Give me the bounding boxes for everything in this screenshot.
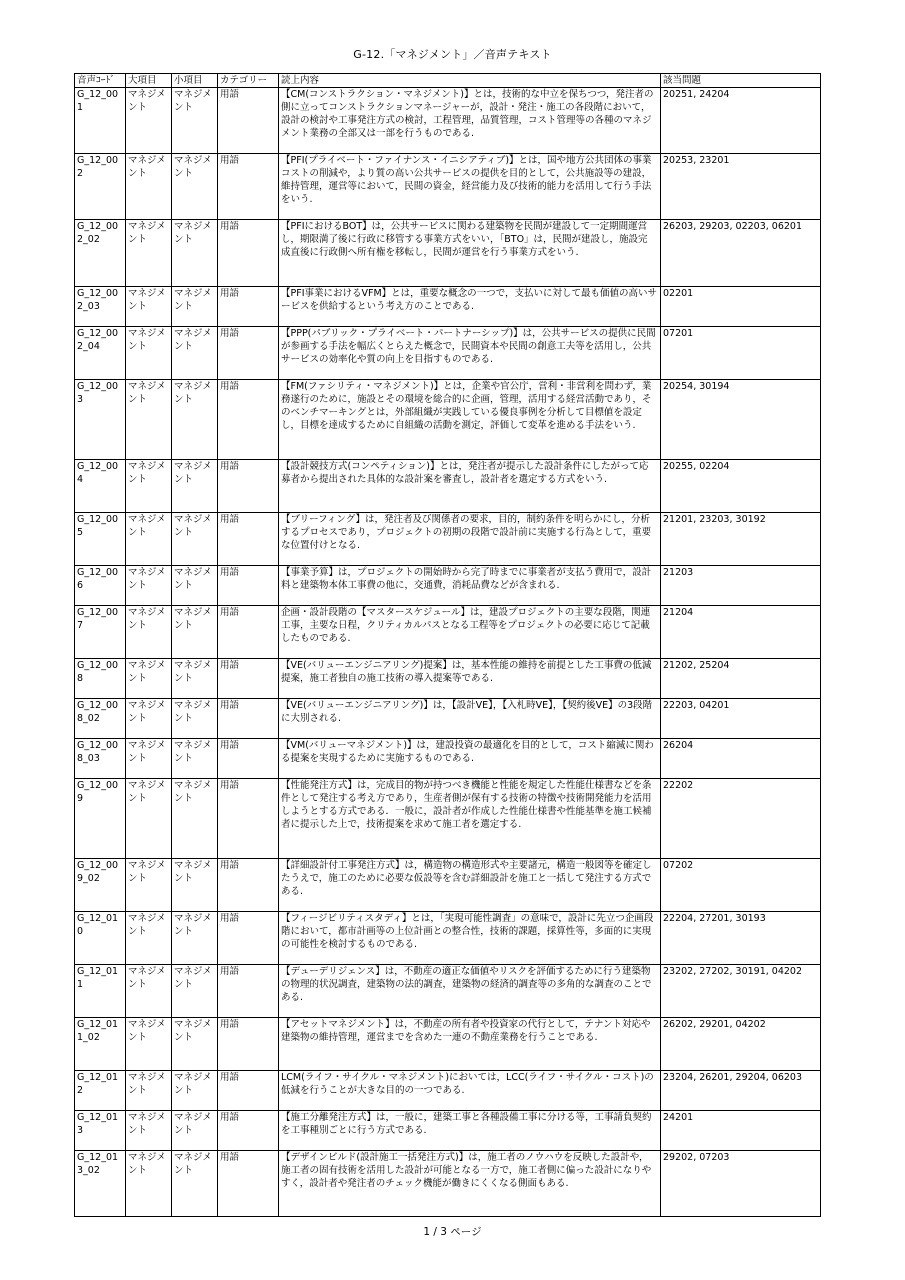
cell-code: G_12_010 bbox=[75, 912, 126, 965]
cell-minor-item: マネジメント bbox=[172, 220, 218, 287]
cell-code: G_12_001 bbox=[75, 88, 126, 154]
cell-reading-content: 【事業予算】は，プロジェクトの開始時から完了時までに事業者が支払う費用で，設計料と建築物本体工事費の他に，交通費，消耗品費などが含まれる. bbox=[279, 566, 661, 606]
table-row bbox=[75, 1111, 821, 1151]
cell-reading-content: 【デザインビルド(設計施工一括発注方式)】は，施工者のノウハウを反映した設計や，施工者の固有技術を活用した設計が可能となる一方で，施工者側に偏った設計になりやすく，設計者や発注者のチェック機能が働きにくくなる側面もある. bbox=[279, 1151, 661, 1217]
cell-major-item: マネジメント bbox=[126, 154, 172, 220]
voice-text-table bbox=[74, 73, 821, 1217]
cell-minor-item: マネジメント bbox=[172, 513, 218, 566]
cell-related-problems: 20251, 24204 bbox=[661, 88, 821, 154]
cell-reading-content: 企画・設計段階の【マスタースケジュール】は，建設プロジェクトの主要な段階，関連工事，主要な日程，クリティカルパスとなる工程等をプロジェクトの必要に応じて記載したものである. bbox=[279, 606, 661, 659]
cell-minor-item: マネジメント bbox=[172, 606, 218, 659]
cell-major-item: マネジメント bbox=[126, 220, 172, 287]
table-row bbox=[75, 460, 821, 513]
cell-reading-content: 【ブリーフィング】は，発注者及び関係者の要求，目的，制約条件を明らかにし，分析するプロセスであり，プロジェクトの初期の段階で設計前に実施する行為として，重要な位置付けとなる. bbox=[279, 513, 661, 566]
cell-related-problems: 07201 bbox=[661, 327, 821, 380]
cell-related-problems: 20254, 30194 bbox=[661, 380, 821, 460]
cell-related-problems: 21204 bbox=[661, 606, 821, 659]
table-row bbox=[75, 287, 821, 327]
cell-reading-content: LCM(ライフ・サイクル・マネジメント)においては，LCC(ライフ・サイクル・コスト)の低減を行うことが大きな目的の一つである. bbox=[279, 1071, 661, 1111]
cell-code: G_12_002_02 bbox=[75, 220, 126, 287]
cell-major-item: マネジメント bbox=[126, 1111, 172, 1151]
cell-related-problems: 07202 bbox=[661, 859, 821, 912]
table-row bbox=[75, 739, 821, 779]
cell-major-item: マネジメント bbox=[126, 287, 172, 327]
cell-minor-item: マネジメント bbox=[172, 1111, 218, 1151]
cell-code: G_12_002_03 bbox=[75, 287, 126, 327]
page-title: G-12.「マネジメント」／音声テキスト bbox=[353, 48, 552, 61]
cell-related-problems: 20255, 02204 bbox=[661, 460, 821, 513]
table-row bbox=[75, 965, 821, 1018]
cell-major-item: マネジメント bbox=[126, 1018, 172, 1071]
cell-reading-content: 【CM(コンストラクション・マネジメント)】とは，技術的な中立を保ちつつ，発注者の側に立ってコンストラクションマネージャーが，設計・発注・施工の各段階において，設計の検討や工事発注方式の検討，工程管理，品質管理，コスト管理等の各種のマネジメント業務の全部又は一部を行うものである. bbox=[279, 88, 661, 154]
cell-category: 用語 bbox=[218, 1151, 279, 1217]
cell-minor-item: マネジメント bbox=[172, 154, 218, 220]
cell-related-problems: 02201 bbox=[661, 287, 821, 327]
cell-major-item: マネジメント bbox=[126, 327, 172, 380]
cell-category: 用語 bbox=[218, 1071, 279, 1111]
cell-major-item: マネジメント bbox=[126, 912, 172, 965]
cell-minor-item: マネジメント bbox=[172, 965, 218, 1018]
cell-related-problems: 23204, 26201, 29204, 06203 bbox=[661, 1071, 821, 1111]
cell-major-item: マネジメント bbox=[126, 606, 172, 659]
cell-reading-content: 【VM(バリューマネジメント)】は，建設投資の最適化を目的として，コスト縮減に関わる提案を実現するために実施するものである. bbox=[279, 739, 661, 779]
cell-major-item: マネジメント bbox=[126, 513, 172, 566]
header-related-problems: 該当問題 bbox=[661, 74, 821, 88]
cell-related-problems: 26203, 29203, 02203, 06201 bbox=[661, 220, 821, 287]
cell-category: 用語 bbox=[218, 220, 279, 287]
table-row bbox=[75, 1071, 821, 1111]
cell-code: G_12_009_02 bbox=[75, 859, 126, 912]
cell-related-problems: 21202, 25204 bbox=[661, 659, 821, 699]
table-row bbox=[75, 154, 821, 220]
cell-reading-content: 【PPP(パブリック・プライベート・パートナーシップ)】は，公共サービスの提供に民間が参画する手法を幅広くとらえた概念で，民間資本や民間の創意工夫等を活用し，公共サービスの効率化や質の向上を目指すものである. bbox=[279, 327, 661, 380]
cell-major-item: マネジメント bbox=[126, 380, 172, 460]
cell-reading-content: 【PFI事業におけるVFM】とは，重要な概念の一つで，支払いに対して最も価値の高いサービスを供給するという考え方のことである. bbox=[279, 287, 661, 327]
table-row bbox=[75, 1018, 821, 1071]
cell-minor-item: マネジメント bbox=[172, 460, 218, 513]
cell-major-item: マネジメント bbox=[126, 566, 172, 606]
cell-minor-item: マネジメント bbox=[172, 659, 218, 699]
cell-minor-item: マネジメント bbox=[172, 739, 218, 779]
cell-code: G_12_011_02 bbox=[75, 1018, 126, 1071]
cell-related-problems: 29202, 07203 bbox=[661, 1151, 821, 1217]
cell-code: G_12_006 bbox=[75, 566, 126, 606]
cell-major-item: マネジメント bbox=[126, 779, 172, 859]
table-row bbox=[75, 699, 821, 739]
cell-reading-content: 【デューデリジェンス】は，不動産の適正な価値やリスクを評価するために行う建築物の物理的状況調査，建築物の法的調査，建築物の経済的調査等の多角的な調査のことである. bbox=[279, 965, 661, 1018]
cell-related-problems: 22202 bbox=[661, 779, 821, 859]
cell-code: G_12_012 bbox=[75, 1071, 126, 1111]
cell-related-problems: 22203, 04201 bbox=[661, 699, 821, 739]
cell-code: G_12_013_02 bbox=[75, 1151, 126, 1217]
cell-category: 用語 bbox=[218, 88, 279, 154]
cell-category: 用語 bbox=[218, 965, 279, 1018]
cell-minor-item: マネジメント bbox=[172, 327, 218, 380]
cell-major-item: マネジメント bbox=[126, 460, 172, 513]
table-row bbox=[75, 327, 821, 380]
cell-category: 用語 bbox=[218, 606, 279, 659]
cell-category: 用語 bbox=[218, 779, 279, 859]
cell-related-problems: 21203 bbox=[661, 566, 821, 606]
cell-reading-content: 【フィージビリティスタディ】とは，「実現可能性調査」の意味で，設計に先立つ企画段階において，都市計画等の上位計画との整合性，技術的課題，採算性等，多面的に実現の可能性を検討するものである. bbox=[279, 912, 661, 965]
cell-category: 用語 bbox=[218, 699, 279, 739]
cell-category: 用語 bbox=[218, 739, 279, 779]
cell-code: G_12_002_04 bbox=[75, 327, 126, 380]
cell-minor-item: マネジメント bbox=[172, 88, 218, 154]
cell-reading-content: 【性能発注方式】は，完成目的物が持つべき機能と性能を規定した性能仕様書などを条件として発注する考え方であり，生産者側が保有する技術の特徴や技術開発能力を活用しようとする方式である．一般に，設計者が作成した性能仕様書や性能基準を施工候補者に提示した上で，技術提案を求めて施工者を選定する. bbox=[279, 779, 661, 859]
cell-minor-item: マネジメント bbox=[172, 566, 218, 606]
cell-code: G_12_008_02 bbox=[75, 699, 126, 739]
header-reading-content: 読上内容 bbox=[279, 74, 661, 88]
cell-reading-content: 【VE(バリューエンジニアリング)】は，【設計VE】，【入札時VE】，【契約後VE】の3段階に大別される. bbox=[279, 699, 661, 739]
cell-related-problems: 21201, 23203, 30192 bbox=[661, 513, 821, 566]
cell-code: G_12_005 bbox=[75, 513, 126, 566]
cell-reading-content: 【詳細設計付工事発注方式】は，構造物の構造形式や主要諸元，構造一般図等を確定したうえで，施工のために必要な仮設等を含む詳細設計を施工と一括して発注する方式である. bbox=[279, 859, 661, 912]
cell-category: 用語 bbox=[218, 1111, 279, 1151]
cell-code: G_12_002 bbox=[75, 154, 126, 220]
cell-major-item: マネジメント bbox=[126, 739, 172, 779]
cell-reading-content: 【施工分離発注方式】は，一般に，建築工事と各種設備工事に分ける等，工事請負契約を工事種別ごとに行う方式である. bbox=[279, 1111, 661, 1151]
cell-related-problems: 23202, 27202, 30191, 04202 bbox=[661, 965, 821, 1018]
cell-major-item: マネジメント bbox=[126, 1071, 172, 1111]
header-code: 音声ｺｰﾄﾞ bbox=[75, 74, 126, 88]
cell-minor-item: マネジメント bbox=[172, 779, 218, 859]
cell-category: 用語 bbox=[218, 659, 279, 699]
cell-minor-item: マネジメント bbox=[172, 380, 218, 460]
cell-related-problems: 26202, 29201, 04202 bbox=[661, 1018, 821, 1071]
cell-related-problems: 22204, 27201, 30193 bbox=[661, 912, 821, 965]
cell-category: 用語 bbox=[218, 1018, 279, 1071]
cell-code: G_12_003 bbox=[75, 380, 126, 460]
cell-major-item: マネジメント bbox=[126, 859, 172, 912]
cell-category: 用語 bbox=[218, 287, 279, 327]
table-row bbox=[75, 659, 821, 699]
cell-code: G_12_004 bbox=[75, 460, 126, 513]
cell-related-problems: 20253, 23201 bbox=[661, 154, 821, 220]
table-row bbox=[75, 566, 821, 606]
cell-major-item: マネジメント bbox=[126, 659, 172, 699]
cell-category: 用語 bbox=[218, 566, 279, 606]
cell-reading-content: 【設計競技方式(コンペティション)】とは，発注者が提示した設計条件にしたがって応募者から提出された具体的な設計案を審査し，設計者を選定する方式をいう. bbox=[279, 460, 661, 513]
cell-major-item: マネジメント bbox=[126, 1151, 172, 1217]
table-row bbox=[75, 606, 821, 659]
header-category: カテゴリー bbox=[218, 74, 279, 88]
cell-code: G_12_007 bbox=[75, 606, 126, 659]
cell-related-problems: 26204 bbox=[661, 739, 821, 779]
cell-category: 用語 bbox=[218, 460, 279, 513]
cell-code: G_12_008 bbox=[75, 659, 126, 699]
table-row bbox=[75, 88, 821, 154]
cell-major-item: マネジメント bbox=[126, 88, 172, 154]
cell-category: 用語 bbox=[218, 912, 279, 965]
cell-reading-content: 【FM(ファシリティ・マネジメント)】とは，企業や官公庁，営利・非営利を問わず，業務遂行のために，施設とその環境を総合的に企画，管理，活用する経営活動であり，そのベンチマーキングとは，外部組織が実践している優良事例を分析して目標値を設定し，目標を達成するために自組織の活動を測定，評価して変革を進める手法をいう. bbox=[279, 380, 661, 460]
table-row bbox=[75, 859, 821, 912]
cell-reading-content: 【VE(バリューエンジニアリング)提案】は，基本性能の維持を前提とした工事費の低減提案，施工者独自の施工技術の導入提案等である. bbox=[279, 659, 661, 699]
table-row bbox=[75, 220, 821, 287]
cell-reading-content: 【アセットマネジメント】は，不動産の所有者や投資家の代行として，テナント対応や建築物の維持管理，運営までを含めた一連の不動産業務を行うことである. bbox=[279, 1018, 661, 1071]
cell-minor-item: マネジメント bbox=[172, 859, 218, 912]
cell-major-item: マネジメント bbox=[126, 699, 172, 739]
header-major-item: 大項目 bbox=[126, 74, 172, 88]
cell-code: G_12_011 bbox=[75, 965, 126, 1018]
cell-minor-item: マネジメント bbox=[172, 1018, 218, 1071]
cell-reading-content: 【PFI(プライベート・ファイナンス・イニシアティブ)】とは，国や地方公共団体の事業コストの削減や，より質の高い公共サービスの提供を目的として，公共施設等の建設，維持管理，運営等において，民間の資金，経営能力及び技術的能力を活用して行う手法をいう. bbox=[279, 154, 661, 220]
cell-code: G_12_009 bbox=[75, 779, 126, 859]
table-row bbox=[75, 912, 821, 965]
cell-minor-item: マネジメント bbox=[172, 287, 218, 327]
cell-category: 用語 bbox=[218, 859, 279, 912]
cell-minor-item: マネジメント bbox=[172, 699, 218, 739]
table-row bbox=[75, 513, 821, 566]
cell-category: 用語 bbox=[218, 154, 279, 220]
cell-major-item: マネジメント bbox=[126, 965, 172, 1018]
header-minor-item: 小項目 bbox=[172, 74, 218, 88]
cell-category: 用語 bbox=[218, 327, 279, 380]
table-row bbox=[75, 779, 821, 859]
table-row bbox=[75, 380, 821, 460]
cell-code: G_12_013 bbox=[75, 1111, 126, 1151]
page-number: 1 / 3 ページ bbox=[423, 1226, 482, 1238]
table-header-row bbox=[75, 74, 821, 88]
cell-reading-content: 【PFIにおけるBOT】は，公共サービスに関わる建築物を民間が建設して一定期間運営し，期限満了後に行政に移管する事業方式をいい，「BTO」は，民間が建設し，施設完成直後に行政側へ所有権を移転し，民間が運営を行う事業方式をいう. bbox=[279, 220, 661, 287]
cell-minor-item: マネジメント bbox=[172, 912, 218, 965]
cell-minor-item: マネジメント bbox=[172, 1151, 218, 1217]
cell-category: 用語 bbox=[218, 380, 279, 460]
cell-code: G_12_008_03 bbox=[75, 739, 126, 779]
cell-category: 用語 bbox=[218, 513, 279, 566]
cell-related-problems: 24201 bbox=[661, 1111, 821, 1151]
cell-minor-item: マネジメント bbox=[172, 1071, 218, 1111]
table-row bbox=[75, 1151, 821, 1217]
